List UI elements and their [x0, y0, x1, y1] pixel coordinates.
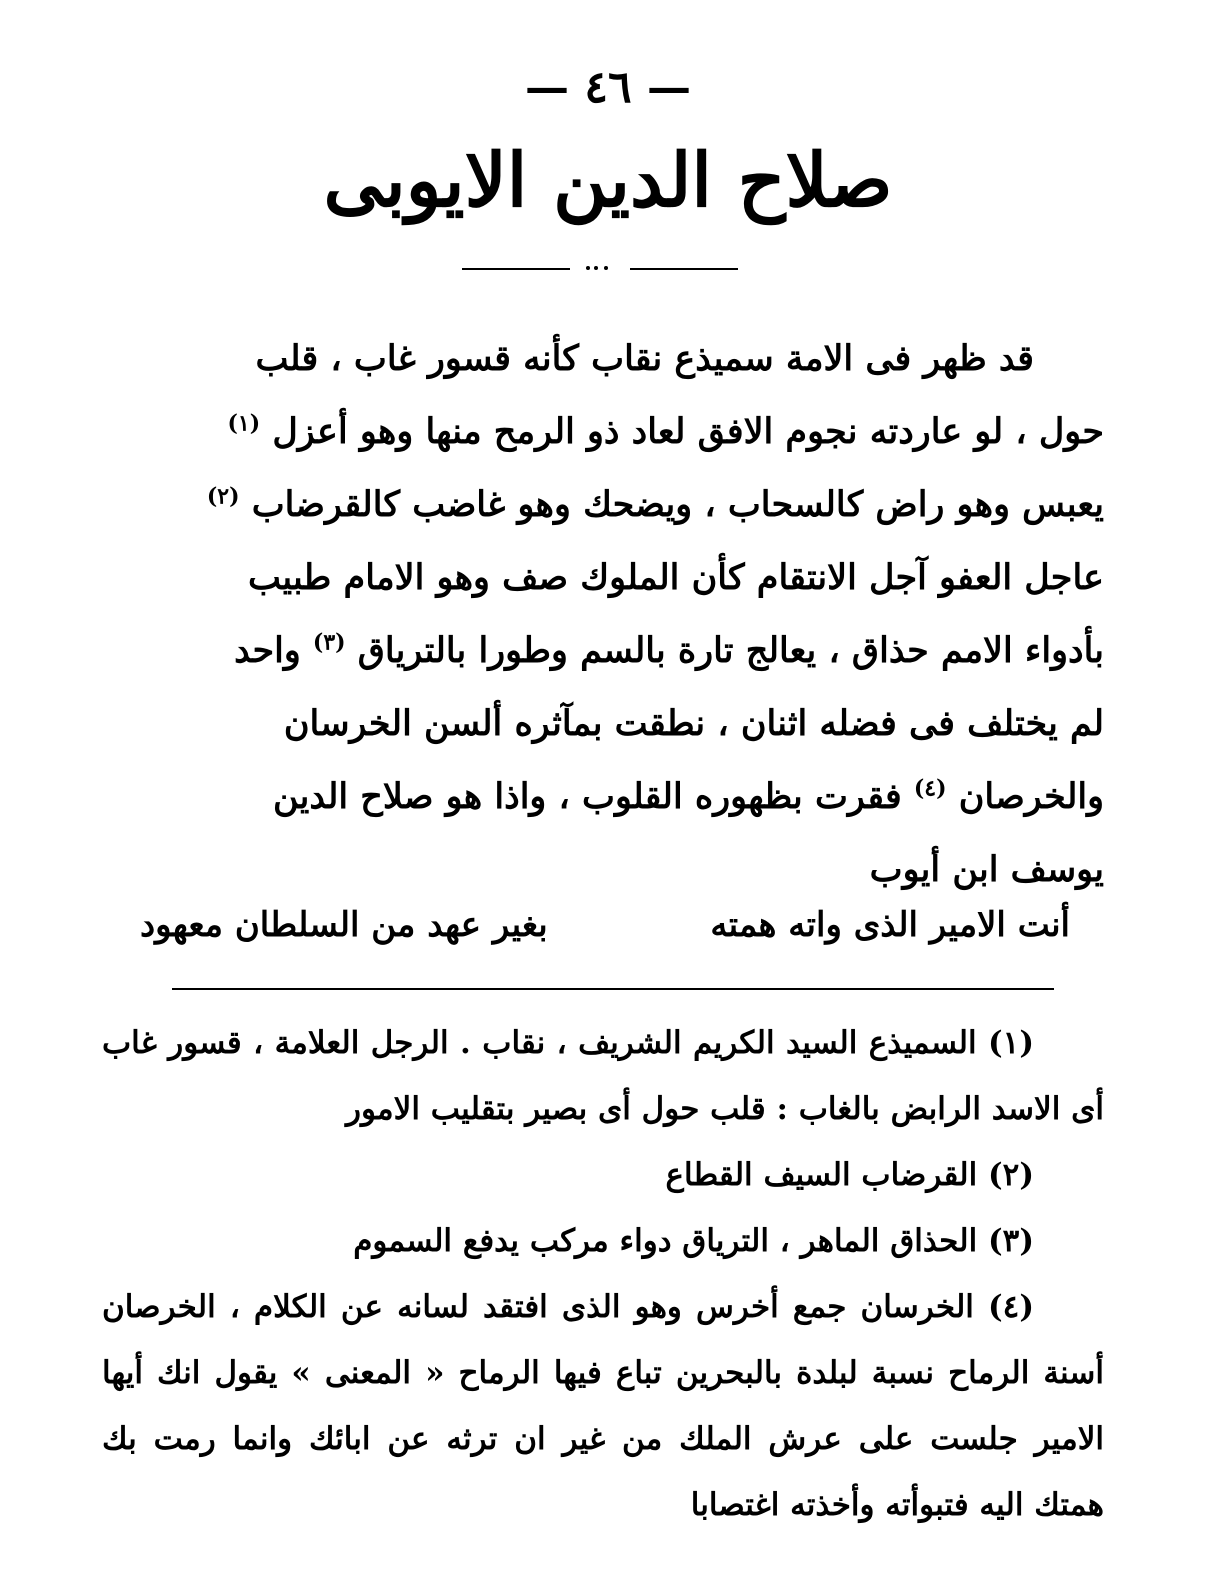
text-line-5-end: واحد — [234, 630, 301, 671]
text-line-5 — [102, 614, 1104, 687]
title-ornament — [462, 265, 738, 273]
chapter-title: صلاح الدين الايوبى — [323, 138, 893, 224]
footnote-marker-4: (٤) — [913, 775, 947, 802]
footnote-3: (٣) الحذاق الماهر ، الترياق دواء مركب يدفع السموم — [353, 1223, 1034, 1259]
text-line-2 — [102, 395, 1104, 468]
main-text — [102, 322, 1104, 906]
page-number: — ٤٦ — — [525, 62, 691, 113]
text-line-4: عاجل العفو آجل الانتقام كأن الملوك صف وهو الامام طبيب — [248, 557, 1104, 598]
footnote-1: (١) السميذع السيد الكريم الشريف ، نقاب . الرجل العلامة ، قسور غاب أى الاسد الرابض بالغاب : قلب حول أى بصير بتقليب الامور — [102, 1025, 1104, 1127]
text-line-7 — [102, 760, 1104, 833]
footnote-marker-3: (٣) — [312, 629, 346, 656]
footnote-4: (٤) الخرسان جمع أخرس وهو الذى افتقد لسانه عن الكلام ، الخرصان أسنة الرماح نسبة لبلدة بالبحرين تباع فيها الرماح « المعنى » يقول انك أيها الامير جلست على عرش الملك من غير ان ترثه عن ابائك وانما رمت بك همتك اليه فتبوأته وأخذته اغتصابا — [102, 1289, 1104, 1523]
text-line-7-main: فقرت بظهوره القلوب ، واذا هو صلاح الدين — [272, 776, 902, 817]
footnote-marker-2: (٢) — [206, 483, 240, 510]
text-line-6: لم يختلف فى فضله اثنان ، نطقت بمآثره ألسن الخرسان — [283, 703, 1104, 744]
text-line-2-main: حول ، لو عاردته نجوم الافق لعاد ذو الرمح منها وهو أعزل — [272, 411, 1104, 452]
verse-hemistich-2: بغير عهد من السلطان معهود — [140, 905, 548, 945]
footnotes — [102, 1010, 1104, 1538]
poem-verse — [140, 905, 1070, 965]
text-line-7-start: والخرصان — [958, 776, 1104, 817]
footnote-2: (٢) القرضاب السيف القطاع — [665, 1157, 1034, 1193]
text-line-3 — [102, 468, 1104, 541]
verse-hemistich-1: أنت الامير الذى واته همته — [710, 905, 1070, 945]
text-line-8: يوسف ابن أيوب — [869, 849, 1104, 890]
footnote-divider — [172, 988, 1054, 990]
footnote-marker-1: (١) — [227, 410, 261, 437]
text-line-1: قد ظهر فى الامة سميذع نقاب كأنه قسور غاب ، قلب — [255, 338, 1034, 379]
text-line-5-main: بأدواء الامم حذاق ، يعالج تارة بالسم وطورا بالترياق — [357, 630, 1104, 671]
text-line-3-main: يعبس وهو راض كالسحاب ، ويضحك وهو غاضب كالقرضاب — [251, 484, 1104, 525]
